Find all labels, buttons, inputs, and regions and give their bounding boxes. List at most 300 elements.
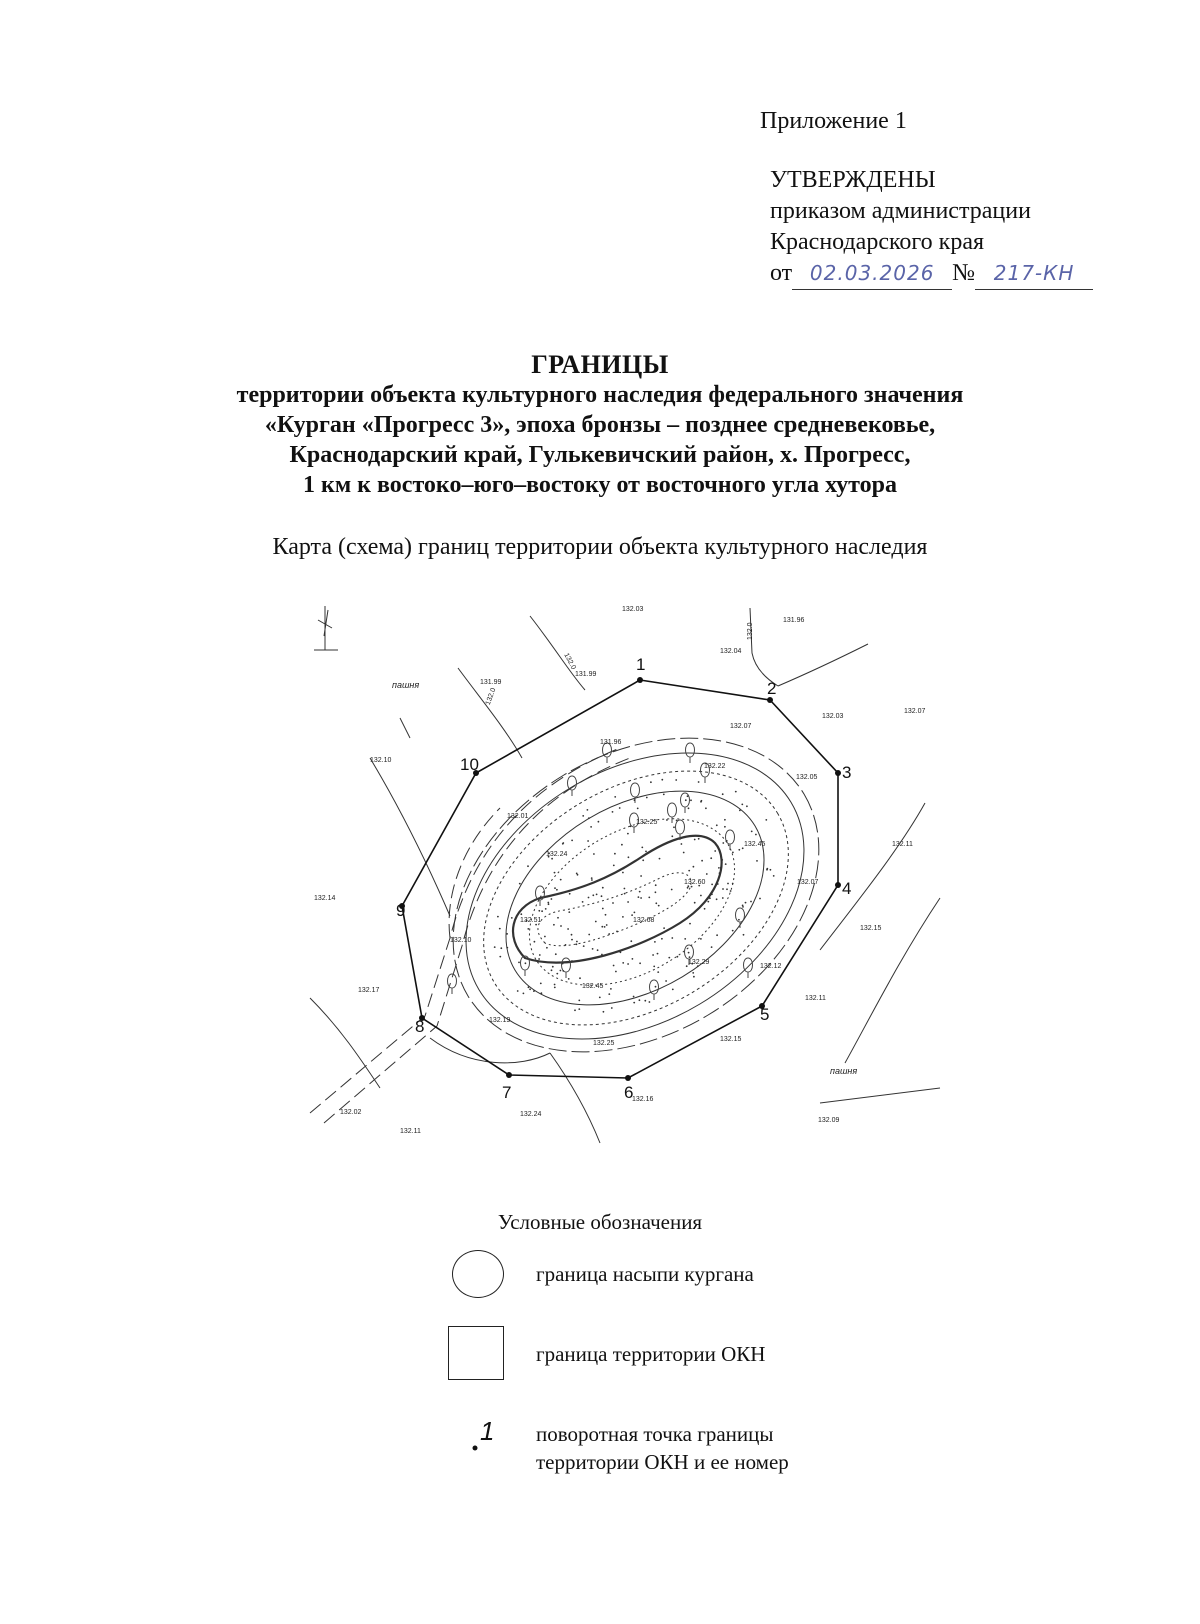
stipple-dot xyxy=(604,926,606,928)
stipple-dot xyxy=(661,779,663,781)
stipple-dot xyxy=(598,821,600,823)
stipple-dot xyxy=(571,939,573,941)
stipple-dot xyxy=(529,988,531,990)
legend-mound-boundary: граница насыпи кургана xyxy=(536,1262,754,1286)
stipple-dot xyxy=(615,971,617,973)
stipple-dot xyxy=(601,954,603,956)
stipple-dot xyxy=(610,988,612,990)
elevation-label: 132.01 xyxy=(507,813,529,820)
stipple-dot xyxy=(705,807,707,809)
stipple-dot xyxy=(719,872,721,874)
stipple-dot xyxy=(538,958,540,960)
stipple-dot xyxy=(638,896,640,898)
stipple-dot xyxy=(601,895,603,897)
stipple-dot xyxy=(710,857,712,859)
stipple-dot xyxy=(726,888,728,890)
stipple-dot xyxy=(556,889,558,891)
order-number: 217-КН xyxy=(975,258,1093,290)
stipple-dot xyxy=(599,997,601,999)
stipple-dot xyxy=(639,999,641,1001)
stipple-dot xyxy=(622,916,624,918)
order-line-2: Краснодарского края xyxy=(770,229,985,255)
north-arrow-icon xyxy=(314,606,338,650)
stipple-dot xyxy=(602,908,604,910)
point-label: 8 xyxy=(415,1017,425,1036)
stipple-dot xyxy=(722,842,724,844)
stipple-dot xyxy=(519,883,521,885)
stipple-dot xyxy=(554,987,556,989)
stipple-dot xyxy=(716,934,718,936)
stipple-dot xyxy=(730,890,732,892)
stipple-dot xyxy=(673,826,675,828)
stipple-dot xyxy=(613,965,615,967)
stipple-dot xyxy=(735,791,737,793)
contour-label: 132.0 xyxy=(747,622,754,640)
elevation-label: 132.15 xyxy=(860,925,882,932)
stipple-dot xyxy=(613,865,615,867)
point-label: 9 xyxy=(396,901,406,920)
stipple-dot xyxy=(628,856,630,858)
elevation-label: 132.12 xyxy=(760,963,782,970)
point-label: 4 xyxy=(842,879,852,898)
terrain-line xyxy=(550,1053,600,1143)
stipple-dot xyxy=(582,815,584,817)
elevation-label: 132.10 xyxy=(370,757,392,764)
stipple-dot xyxy=(633,996,635,998)
stipple-dot xyxy=(568,911,570,913)
stipple-dot xyxy=(576,941,578,943)
stipple-dot xyxy=(627,901,629,903)
stipple-dot xyxy=(578,1008,580,1010)
number-prefix: № xyxy=(952,260,976,286)
stipple-dot xyxy=(560,879,562,881)
stipple-dot xyxy=(640,875,642,877)
terrain-line xyxy=(750,608,778,686)
stipple-dot xyxy=(742,905,744,907)
stipple-dot xyxy=(746,805,748,807)
stipple-dot xyxy=(544,936,546,938)
stipple-dot xyxy=(560,970,562,972)
stipple-dot xyxy=(619,807,621,809)
appendix-label: Приложение 1 xyxy=(760,108,907,134)
contour-line xyxy=(468,747,803,1049)
stipple-dot xyxy=(671,937,673,939)
stipple-dot xyxy=(601,926,603,928)
stipple-dot xyxy=(627,963,629,965)
elevation-label: 131.96 xyxy=(783,617,805,624)
map-caption: Карта (схема) границ территории объекта культурного наследия xyxy=(272,534,928,560)
stipple-dot xyxy=(706,873,708,875)
stipple-dot xyxy=(698,838,700,840)
elevation-label: 132.09 xyxy=(818,1117,840,1124)
stipple-dot xyxy=(545,908,547,910)
elevation-label: 132.11 xyxy=(805,995,826,1002)
stipple-dot xyxy=(631,914,633,916)
elevation-label: 132.07 xyxy=(797,879,819,886)
turning-points xyxy=(399,677,841,1081)
stipple-dot xyxy=(688,807,690,809)
approval-block xyxy=(770,165,1093,290)
stipple-dot xyxy=(523,993,525,995)
stipple-dot xyxy=(592,948,594,950)
legend-turning-point-line-2: территории ОКН и ее номер xyxy=(536,1450,789,1474)
stipple-dot xyxy=(612,902,614,904)
elevation-label: 132.05 xyxy=(796,774,818,781)
stipple-dot xyxy=(716,898,718,900)
stipple-dot xyxy=(655,902,657,904)
stipple-dot xyxy=(588,817,590,819)
stipple-dot xyxy=(499,928,501,930)
tree-icon xyxy=(736,908,745,928)
stipple-dot xyxy=(755,834,757,836)
elevation-label: 132.24 xyxy=(546,851,568,858)
stipple-dot xyxy=(721,859,723,861)
stipple-dot xyxy=(603,1011,605,1013)
stipple-dot xyxy=(632,958,634,960)
stipple-dot xyxy=(576,873,578,875)
stipple-dot xyxy=(506,947,508,949)
stipple-dot xyxy=(608,993,610,995)
elevation-label: 131.96 xyxy=(600,739,622,746)
stipple-dot xyxy=(590,826,592,828)
stipple-dot xyxy=(614,853,616,855)
stipple-dot xyxy=(750,901,752,903)
elevation-label: 132.24 xyxy=(520,1111,542,1118)
stipple-dot xyxy=(546,947,548,949)
stipple-dot xyxy=(725,863,727,865)
stipple-dot xyxy=(517,990,519,992)
terrain-line xyxy=(820,1088,940,1103)
point-label: 10 xyxy=(460,755,479,774)
elevation-label: 132.04 xyxy=(720,648,742,655)
elevation-label: 132.25 xyxy=(636,819,658,826)
stipple-dot xyxy=(554,872,556,874)
stipple-dot xyxy=(511,917,513,919)
stipple-dot xyxy=(655,891,657,893)
stipple-dot xyxy=(688,870,690,872)
elevation-label: 132.07 xyxy=(904,708,926,715)
stipple-dot xyxy=(722,897,724,899)
approved-heading: УТВЕРЖДЕНЫ xyxy=(770,167,936,193)
stipple-dot xyxy=(611,1007,613,1009)
stipple-dot xyxy=(694,902,696,904)
stipple-dot xyxy=(732,930,734,932)
stipple-dot xyxy=(727,883,729,885)
stipple-dot xyxy=(556,973,558,975)
stipple-dot xyxy=(681,843,683,845)
stipple-dot xyxy=(716,824,718,826)
elevation-label: 132.07 xyxy=(730,723,752,730)
stipple-dot xyxy=(642,859,644,861)
stipple-dot xyxy=(597,949,599,951)
contour-label: 132.0 xyxy=(562,652,577,671)
tree-icon xyxy=(726,830,735,850)
okn-boundary-symbol xyxy=(448,1326,504,1380)
elevation-label: 132.14 xyxy=(314,895,336,902)
contour-label: 132.0 xyxy=(484,687,498,707)
stipple-dot xyxy=(675,779,677,781)
stipple-dot xyxy=(623,868,625,870)
terrain-line xyxy=(430,1038,550,1063)
stipple-dot xyxy=(663,794,665,796)
stipple-dot xyxy=(641,847,643,849)
stipple-dot xyxy=(701,800,703,802)
elevation-label: 132.16 xyxy=(632,1096,654,1103)
stipple-dot xyxy=(688,952,690,954)
stipple-dot xyxy=(677,956,679,958)
stipple-dot xyxy=(595,957,597,959)
stipple-dot xyxy=(676,820,678,822)
stipple-dot xyxy=(690,799,692,801)
stipple-dot xyxy=(652,954,654,956)
elevation-label: 131.99 xyxy=(575,671,597,678)
stipple-dot xyxy=(684,938,686,940)
stipple-dot xyxy=(606,924,608,926)
stipple-dot xyxy=(732,852,734,854)
stipple-dot xyxy=(579,977,581,979)
elevation-label: 131.99 xyxy=(480,679,502,686)
stipple-dot xyxy=(648,897,650,899)
stipple-dot xyxy=(622,872,624,874)
stipple-dot xyxy=(640,897,642,899)
stipple-dot xyxy=(745,902,747,904)
terrain-line xyxy=(310,998,380,1088)
elevation-label: 132.15 xyxy=(720,1036,742,1043)
stipple-dot xyxy=(657,953,659,955)
stipple-dot xyxy=(614,796,616,798)
stipple-dot xyxy=(595,921,597,923)
stipple-dot xyxy=(527,928,529,930)
stipple-dot xyxy=(765,819,767,821)
stipple-dot xyxy=(593,853,595,855)
stipple-dot xyxy=(547,902,549,904)
stipple-dot xyxy=(693,866,695,868)
boundary-map xyxy=(300,598,950,1158)
road-dashed xyxy=(310,748,630,1123)
title-line-2: «Курган «Прогресс 3», эпоха бронзы – позднее средневековье, xyxy=(264,412,936,438)
turning-point-marker xyxy=(625,1075,631,1081)
stipple-dot xyxy=(569,893,571,895)
stipple-dot xyxy=(630,825,632,827)
area-label: пашня xyxy=(830,1066,858,1076)
stipple-dot xyxy=(525,962,527,964)
stipple-dot xyxy=(533,990,535,992)
stipple-dot xyxy=(588,934,590,936)
document-title xyxy=(0,350,1200,500)
stipple-dot xyxy=(645,851,647,853)
point-label: 2 xyxy=(767,679,777,698)
stipple-dot xyxy=(587,840,589,842)
stipple-dot xyxy=(540,983,542,985)
stipple-dot xyxy=(738,919,740,921)
terrain-line xyxy=(845,898,940,1063)
stipple-dot xyxy=(578,1000,580,1002)
legend-turning-point xyxy=(536,1420,789,1476)
stipple-dot xyxy=(766,868,768,870)
stipple-dot xyxy=(714,850,716,852)
stipple-dot xyxy=(567,928,569,930)
stipple-dot xyxy=(612,811,614,813)
stipple-dot xyxy=(588,897,590,899)
stipple-dot xyxy=(583,945,585,947)
elevation-label: 132.19 xyxy=(489,1017,511,1024)
stipple-dot xyxy=(707,901,709,903)
tree-icon xyxy=(744,958,753,978)
stipple-dot xyxy=(616,931,618,933)
stipple-dot xyxy=(562,963,564,965)
elevation-label: 132.45 xyxy=(582,983,604,990)
stipple-dot xyxy=(659,858,661,860)
stipple-dot xyxy=(644,1000,646,1002)
stipple-dot xyxy=(724,819,726,821)
title-line-4: 1 км к востоко–юго–востоку от восточного угла хутора xyxy=(303,472,897,498)
order-date: 02.03.2026 xyxy=(792,258,952,290)
stipple-dot xyxy=(671,835,673,837)
elevation-label: 132.25 xyxy=(593,1040,615,1047)
stipple-dot xyxy=(630,940,632,942)
stipple-dot xyxy=(672,989,674,991)
area-label: пашня xyxy=(392,680,420,690)
contour-line xyxy=(414,694,856,1097)
stipple-dot xyxy=(551,858,553,860)
elevation-label: 132.17 xyxy=(358,987,380,994)
stipple-dot xyxy=(666,819,668,821)
stipple-dot xyxy=(562,970,564,972)
turning-point-marker xyxy=(835,882,841,888)
stipple-dot xyxy=(624,888,626,890)
stipple-dot xyxy=(571,934,573,936)
stipple-dot xyxy=(554,984,556,986)
stipple-dot xyxy=(654,941,656,943)
stipple-dot xyxy=(500,947,502,949)
stipple-dot xyxy=(658,905,660,907)
stipple-dot xyxy=(701,860,703,862)
stipple-dot xyxy=(557,917,559,919)
elevation-label: 132.03 xyxy=(822,713,844,720)
stipple-dot xyxy=(621,844,623,846)
elevation-label: 132.60 xyxy=(684,879,706,886)
title-line-3: Краснодарский край, Гулькевичский район, х. Прогресс, xyxy=(289,442,911,468)
stipple-dot xyxy=(538,910,540,912)
terrain-line xyxy=(530,616,585,690)
elevation-label: 132.03 xyxy=(622,606,644,613)
stipple-dot xyxy=(539,954,541,956)
stipple-dot xyxy=(608,933,610,935)
stipple-dot xyxy=(589,883,591,885)
stipple-dot xyxy=(649,1001,651,1003)
stipple-dot xyxy=(685,799,687,801)
contour-top xyxy=(513,836,722,963)
stipple-dot xyxy=(718,867,720,869)
stipple-dot xyxy=(554,887,556,889)
stipple-dot xyxy=(694,839,696,841)
stipple-dot xyxy=(602,887,604,889)
stipple-dot xyxy=(722,793,724,795)
legend-title: Условные обозначения xyxy=(497,1210,703,1234)
stipple-dot xyxy=(661,938,663,940)
stipple-dot xyxy=(574,1009,576,1011)
stipple-dot xyxy=(773,875,775,877)
stipple-dot xyxy=(551,898,553,900)
stipple-dot xyxy=(743,934,745,936)
stipple-dot xyxy=(565,944,567,946)
stipple-dot xyxy=(722,888,724,890)
stipple-dot xyxy=(732,883,734,885)
stipple-dot xyxy=(639,891,641,893)
turning-point-marker xyxy=(637,677,643,683)
order-line-1: приказом администрации xyxy=(770,198,1031,224)
stipple-dot xyxy=(587,809,589,811)
stipple-dot xyxy=(576,943,578,945)
stipple-dot xyxy=(592,894,594,896)
stipple-dot xyxy=(520,913,522,915)
stipple-dot xyxy=(596,894,598,896)
stipple-dot xyxy=(646,797,648,799)
title-main: ГРАНИЦЫ xyxy=(531,350,669,379)
stipple-dot xyxy=(560,925,562,927)
turning-point-marker xyxy=(506,1072,512,1078)
stipple-dot xyxy=(562,843,564,845)
stipple-dot xyxy=(689,956,691,958)
elevation-label: 132.10 xyxy=(450,937,472,944)
stipple-dot xyxy=(683,852,685,854)
elevation-label: 132.22 xyxy=(704,763,726,770)
stipple-dot xyxy=(568,978,570,980)
turning-point-marker xyxy=(835,770,841,776)
point-label: 1 xyxy=(636,655,646,674)
elevation-label: 132.02 xyxy=(340,1109,362,1116)
stipple-dot xyxy=(655,986,657,988)
stipple-dot xyxy=(739,810,741,812)
stipple-dot xyxy=(693,976,695,978)
stipple-dot xyxy=(756,860,758,862)
stipple-dot xyxy=(497,916,499,918)
stipple-dot xyxy=(555,953,557,955)
mound-outer-dashed xyxy=(396,674,876,1116)
stipple-dot xyxy=(591,877,593,879)
stipple-dot xyxy=(639,962,641,964)
stipple-dot xyxy=(770,869,772,871)
stipple-dot xyxy=(655,884,657,886)
stipple-dot xyxy=(637,808,639,810)
terrain-line xyxy=(778,644,868,686)
contour-line xyxy=(538,873,691,946)
stipple-dot xyxy=(534,941,536,943)
stipple-dot xyxy=(741,804,743,806)
stipple-dot xyxy=(551,969,553,971)
tree-icon xyxy=(668,803,677,823)
stipple-dot xyxy=(668,957,670,959)
stipple-dot xyxy=(634,912,636,914)
stipple-dot xyxy=(700,938,702,940)
stipple-dot xyxy=(582,901,584,903)
stipple-dot xyxy=(541,992,543,994)
stipple-dot xyxy=(700,895,702,897)
tree-icon xyxy=(536,886,545,906)
date-prefix: от xyxy=(770,260,793,286)
terrain-line xyxy=(400,718,410,738)
stipple-dot xyxy=(605,914,607,916)
stipple-dot xyxy=(726,840,728,842)
stipple-dot xyxy=(711,884,713,886)
stipple-dot xyxy=(711,946,713,948)
stipple-dot xyxy=(709,897,711,899)
legend-okn-boundary: граница территории ОКН xyxy=(536,1342,766,1366)
stipple-dot xyxy=(687,887,689,889)
point-label: 7 xyxy=(502,1083,512,1102)
stipple-dot xyxy=(650,781,652,783)
stipple-dot xyxy=(665,980,667,982)
